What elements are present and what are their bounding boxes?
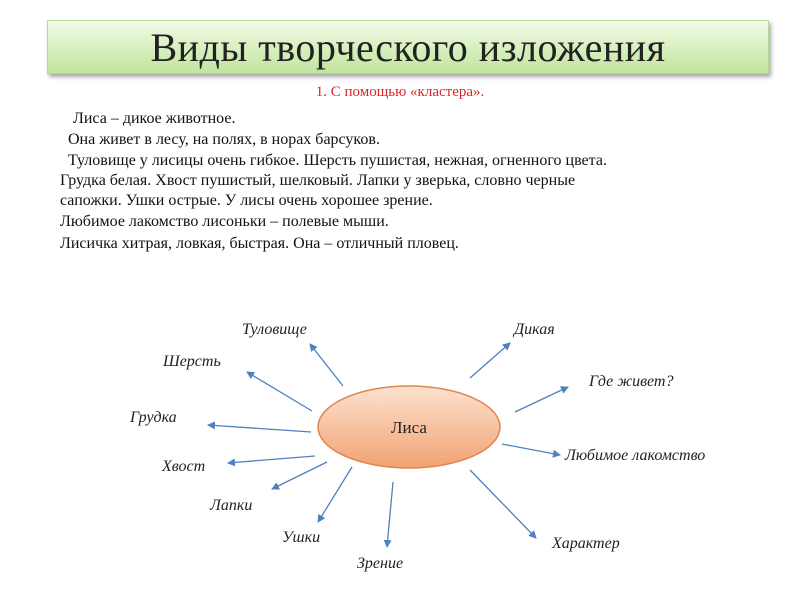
branch-label-hvost: Хвост xyxy=(162,458,206,475)
arrow-dikaya xyxy=(470,343,510,378)
branch-label-dikaya: Дикая xyxy=(514,321,555,338)
arrow-grudka xyxy=(208,425,311,432)
arrow-lapki xyxy=(272,462,327,489)
text-line-5: сапожки. Ушки острые. У лисы очень хорошее зрение. xyxy=(60,192,433,209)
text-line-7: Лисичка хитрая, ловкая, быстрая. Она – отличный пловец. xyxy=(60,235,459,252)
center-node-label: Лиса xyxy=(391,418,427,437)
branch-label-zrenie: Зрение xyxy=(357,555,404,572)
arrow-gde-zhivet xyxy=(515,387,568,412)
branch-label-tulovische: Туловище xyxy=(242,321,307,338)
branch-label-lakomstvo: Любимое лакомство xyxy=(565,447,706,464)
text-line-4: Грудка белая. Хвост пушистый, шелковый. Лапки у зверька, словно черные xyxy=(60,172,576,189)
text-line-2: Она живет в лесу, на полях, в норах барсуков. xyxy=(68,131,380,148)
text-line-3: Туловище у лисицы очень гибкое. Шерсть пушистая, нежная, огненного цвета. xyxy=(68,152,607,169)
subtitle: 1. С помощью «кластера». xyxy=(315,84,485,100)
branch-label-grudka: Грудка xyxy=(130,409,177,426)
branch-label-lapki: Лапки xyxy=(210,497,253,514)
text-line-1: Лиса – дикое животное. xyxy=(73,110,236,127)
branch-label-ushki: Ушки xyxy=(282,529,321,546)
branch-label-gde-zhivet: Где живет? xyxy=(589,373,674,390)
arrow-hvost xyxy=(228,456,315,463)
arrow-harakter xyxy=(470,470,536,538)
text-line-6: Любимое лакомство лисоньки – полевые мыши. xyxy=(60,213,389,230)
arrow-ushki xyxy=(318,467,352,522)
page-title: Виды творческого изложения xyxy=(150,24,666,70)
branch-label-sherst: Шерсть xyxy=(163,353,221,370)
arrow-lakomstvo xyxy=(502,444,560,455)
branch-label-harakter: Характер xyxy=(552,535,620,552)
arrow-sherst xyxy=(247,372,312,411)
arrow-tulovische xyxy=(310,344,343,386)
arrow-zrenie xyxy=(387,482,393,547)
